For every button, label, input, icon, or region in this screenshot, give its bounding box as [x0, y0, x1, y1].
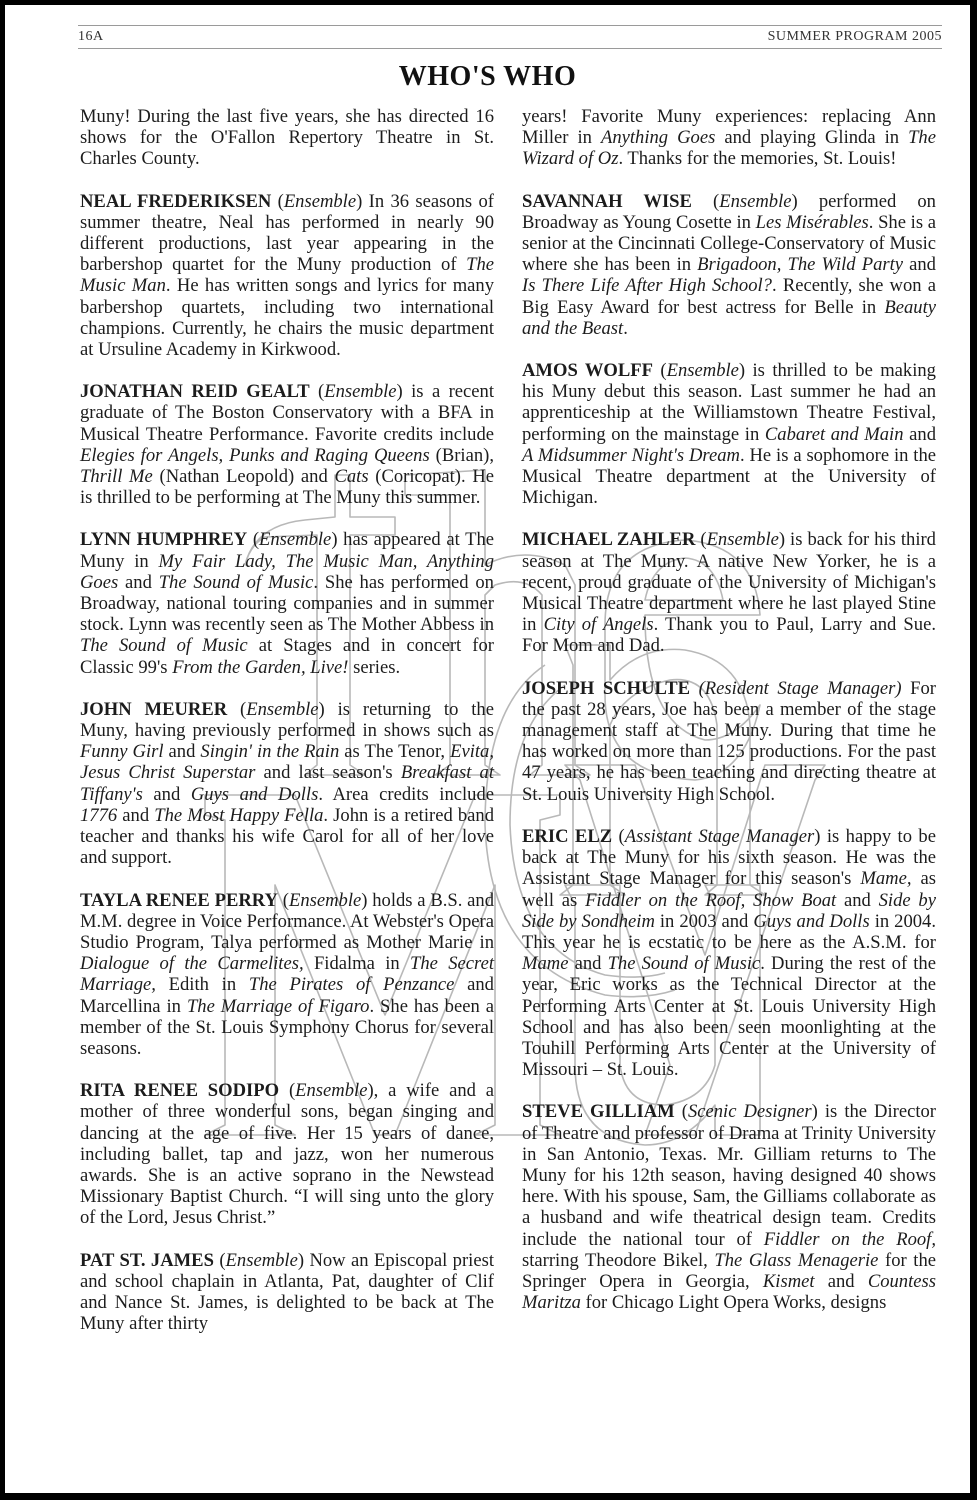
bio-name: MICHAEL ZAHLER [522, 529, 696, 551]
bio-role: (Ensemble), [288, 1080, 379, 1102]
bio-entry: AMOS WOLFF (Ensemble) is thrilled to be making his Muny debut this season. Last summer he had an apprenticeship at the Williamstown Theatre Festival, performing on the mainstage in Cabaret and Main and A Midsummer Night's Dream. He is a sophomore in the Musical Theatre department at the University of Michigan. [522, 360, 936, 509]
bio-name: JOHN MEURER [80, 698, 228, 720]
show-title: Is There Life After High School? [522, 275, 772, 297]
show-title: Fiddler on the Roof, [763, 1228, 936, 1250]
bio-name: RITA RENEE SODIPO [80, 1080, 280, 1102]
show-title: Fiddler on the Roof, Show Boat [585, 889, 837, 911]
show-title: Guys and Dolls [190, 783, 319, 805]
bio-name: NEAL FREDERIKSEN [80, 190, 272, 212]
bio-name: SAVANNAH WISE [522, 190, 692, 212]
show-title: Singin' in the Rain [200, 741, 340, 763]
show-title: Anything Goes [600, 127, 716, 149]
bio-entry-continuation: years! Favorite Muny experiences: replacing Ann Miller in Anything Goes and playing Glinda in The Wizard of Oz. Thanks for the memories, St. Louis! [522, 106, 936, 170]
show-title: Les Misérables [755, 211, 869, 233]
bio-role: (Scenic Designer) [681, 1101, 818, 1123]
show-title: Guys and Dolls [753, 910, 870, 932]
bio-entry: ERIC ELZ (Assistant Stage Manager) is happy to be back at The Muny for his sixth season. He was the Assistant Stage Manager for this season's Mame, as well as Fiddler on the Roof, Show Boat and Side by Side by Sondheim in 2003 and Guys and Dolls in 2004. This year he is ecstatic to be here as the A.S.M. for Mame and The Sound of Music. During the rest of the year, Eric works as the Technical Director at the Performing Arts Center at St. Louis University High School and has also been seen moonlighting at the Touhill Performing Arts Center at the University of Missouri – St. Louis. [522, 825, 936, 1081]
bio-role: (Ensemble) [318, 381, 403, 403]
show-title: Cabaret and Main [764, 423, 904, 445]
bio-entry: JONATHAN REID GEALT (Ensemble) is a recent graduate of The Boston Conservatory with a BFA in Musical Theatre Performance. Favorite credits include Elegies for Angels, Punks and Raging Queens (Brian), Thrill Me (Nathan Leopold) and Cats (Coricopat). He is thrilled to be performing at The Muny this summer. [80, 381, 495, 509]
bio-entry: STEVE GILLIAM (Scenic Designer) is the Director of Theatre and professor of Drama at Trinity University in San Antonio, Texas. Mr. Gilliam returns to The Muny for his 12th season, having designed 40 shows here. With his spouse, Sam, the Gilliams collaborate as a husband and wife theatrical design team. Credits include the national tour of Fiddler on the Roof, starring Theodore Bikel, The Glass Menagerie for the Springer Opera in Georgia, Kismet and Countess Maritza for Chicago Light Opera Works, designs [522, 1101, 937, 1314]
show-title: Breakfast at Tiffany's [80, 762, 494, 805]
show-title: Side by Side by Sondheim [522, 889, 936, 932]
show-title: From the Garden, Live! [172, 656, 349, 678]
bio-entry: RITA RENEE SODIPO (Ensemble), a wife and a mother of three wonderful sons, began singing and dancing at the age of five. Her 15 years of dance, including ballet, tap and jazz, won her numerous awards. She is an active soprano in the Newstead Missionary Baptist Church. “I will sing unto the glory of the Lord, Jesus Christ.” [80, 1080, 495, 1229]
bio-name: PAT ST. JAMES [80, 1249, 214, 1271]
program-page [5, 5, 970, 1493]
show-title: Evita, Jesus Christ Superstar [80, 741, 494, 784]
bio-role: (Ensemble) [240, 698, 325, 720]
show-title: Kismet [762, 1270, 815, 1292]
bio-role: (Ensemble) [660, 360, 746, 382]
show-title: The Most Happy Fella [154, 804, 324, 826]
show-title: Mame, [860, 868, 912, 890]
bio-name: AMOS WOLFF [522, 360, 654, 382]
publication-title: SUMMER PROGRAM 2005 [767, 29, 942, 44]
right-column [522, 106, 936, 1334]
show-title: The Secret Marriage, [80, 953, 495, 996]
left-column [80, 106, 494, 1355]
bio-entry: PAT ST. JAMES (Ensemble) Now an Episcopal priest and school chaplain in Atlanta, Pat, daughter of Clif and Nance St. James, is delighted to be back at The Muny after thirty [80, 1249, 494, 1335]
show-title: City of Angels [543, 614, 654, 636]
bio-entry: MICHAEL ZAHLER (Ensemble) is back for his third season at The Muny. A native New Yorker, he is a recent, proud graduate of the University of Michigan's Musical Theatre department where he last played Stine in City of Angels. Thank you to Paul, Larry and Sue. For Mom and Dad. [522, 529, 936, 657]
bio-entry: JOSEPH SCHULTE (Resident Stage Manager) For the past 28 years, Joe has been a member of the stage management staff at The Muny. During that time he has worked on more than 125 productions. For the past 47 years, he has been teaching and directing theatre at St. Louis University High School. [522, 677, 936, 805]
show-title: The Sound of Music [158, 571, 314, 593]
show-title: Funny Girl [80, 741, 164, 763]
show-title: Dialogue of the Carmelites, [80, 953, 304, 975]
bio-name: JONATHAN REID GEALT [80, 381, 310, 403]
bio-entry: JOHN MEURER (Ensemble) is returning to the Muny, having previously performed in shows such as Funny Girl and Singin' in the Rain as The Tenor, Evita, Jesus Christ Superstar and last season's Breakfast at Tiffany's and Guys and Dolls. Area credits include 1776 and The Most Happy Fella. John is a retired band teacher and thanks his wife Carol for all of her love and support. [80, 698, 495, 869]
show-title: Beauty and the Beast [522, 296, 936, 339]
bio-name: LYNN HUMPHREY [80, 529, 248, 551]
bio-entry-continuation: Muny! During the last five years, she has directed 16 shows for the O'Fallon Repertory Theatre in St. Charles County. [80, 106, 494, 170]
show-title: The Pirates of Penzance [248, 974, 455, 996]
running-header [78, 25, 942, 49]
show-title: A Midsummer Night's Dream [522, 444, 740, 466]
show-title: The Sound of Music [80, 635, 248, 657]
page-title: WHO'S WHO [398, 61, 577, 92]
bio-role: (Ensemble) [282, 889, 368, 911]
bio-role: (Ensemble) [252, 529, 338, 551]
bio-role: (Assistant Stage Manager) [618, 825, 821, 847]
show-title: The Wizard of Oz [522, 127, 936, 170]
show-title: 1776 [80, 804, 118, 826]
show-title: My Fair Lady, The Music Man, Anything Goes [80, 550, 494, 593]
show-title: The Sound of Music [607, 953, 761, 975]
bio-entry: TAYLA RENEE PERRY (Ensemble) holds a B.S. and M.M. degree in Voice Performance. At Webster's Opera Studio Program, Talya performed as Mother Marie in Dialogue of the Carmelites, Fidalma in The Secret Marriage, Edith in The Pirates of Penzance and Marcellina in The Marriage of Figaro. She has been a member of the St. Louis Symphony Chorus for several seasons. [80, 889, 495, 1059]
show-title: Mame [522, 953, 569, 975]
bio-name: TAYLA RENEE PERRY [80, 889, 278, 911]
show-title: Brigadoon, The Wild Party [697, 254, 904, 276]
bio-role: (Ensemble) [219, 1249, 305, 1271]
show-title: Thrill Me [80, 466, 153, 488]
bio-entry: LYNN HUMPHREY (Ensemble) has appeared at The Muny in My Fair Lady, The Music Man, Anything Goes and The Sound of Music. She has performed on Broadway, national touring companies and in summer stock. Lynn was recently seen as The Mother Abbess in The Sound of Music at Stages and in concert for Classic 99's From the Garden, Live! series. [80, 529, 494, 678]
show-title: Countess Maritza [522, 1270, 936, 1314]
bio-name: STEVE GILLIAM [522, 1101, 675, 1123]
bio-name: JOSEPH SCHULTE [522, 677, 691, 699]
bio-entry: NEAL FREDERIKSEN (Ensemble) In 36 seasons of summer theatre, Neal has performed in nearly 90 different productions, last year appearing in the barbershop quartet for the Muny production of The Music Man. He has written songs and lyrics for many barbershop quartets, including two international champions. Currently, he chairs the music department at Ursuline Academy in Kirkwood. [80, 190, 495, 361]
show-title: The Music Man [80, 254, 494, 297]
page-number: 16A [78, 29, 104, 44]
show-title: The Marriage of Figaro [186, 995, 370, 1017]
bio-role: (Ensemble) [277, 190, 363, 212]
bio-role: (Ensemble) [700, 529, 786, 551]
show-title: The Glass Menagerie [714, 1249, 879, 1271]
show-title: Cats [334, 466, 369, 488]
bio-name: ERIC ELZ [522, 825, 613, 847]
bio-role: (Resident Stage Manager) [698, 677, 902, 699]
show-title: Elegies for Angels, Punks and Raging Queens [80, 444, 430, 466]
bio-role: (Ensemble) [713, 190, 798, 212]
bio-entry: SAVANNAH WISE (Ensemble) performed on Broadway as Young Cosette in Les Misérables. She is a senior at the Cincinnati College-Conservatory of Music where she has been in Brigadoon, The Wild Party and Is There Life After High School?. Recently, she won a Big Easy Award for best actress for Belle in Beauty and the Beast. [522, 190, 937, 339]
